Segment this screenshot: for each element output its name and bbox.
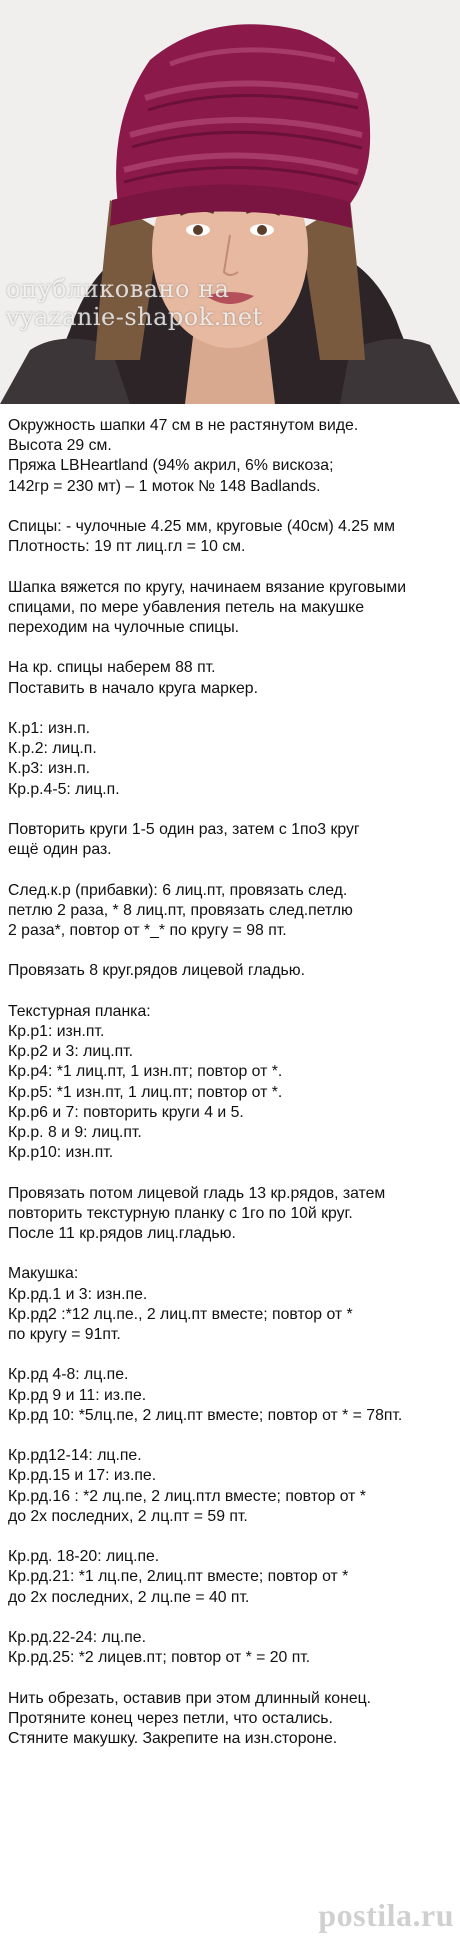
text-line: спицами, по мере убавления петель на макушке — [8, 598, 365, 616]
watermark-line-1: опубликовано на — [6, 275, 230, 303]
blank-line — [8, 497, 456, 517]
text-line: Кр.р. 8 и 9: лиц.пт. — [8, 1123, 142, 1141]
blank-line — [8, 1668, 456, 1688]
text-line: Кр.р10: изн.пт. — [8, 1144, 114, 1162]
text-line: Кр.рд.22-24: лц.пе. — [8, 1628, 146, 1646]
text-line: Провязать 8 круг.рядов лицевой гладью. — [8, 962, 306, 980]
text-line: След.к.р (прибавки): 6 лиц.пт, провязать след. — [8, 881, 348, 899]
text-line: Кр.рд12-14: лц.пе. — [8, 1447, 142, 1465]
text-line: После 11 кр.рядов лиц.гладью. — [8, 1224, 236, 1242]
text-line: Кр.рд.21: *1 лц.пе, 2лиц.пт вместе; повтор от * — [8, 1568, 349, 1586]
text-line: На кр. спицы наберем 88 пт. — [8, 659, 216, 677]
text-line: Спицы: - чулочные 4.25 мм, круговые (40см) 4.25 мм — [8, 518, 395, 535]
text-line: Кр.р.4-5: лиц.п. — [8, 780, 120, 798]
text-line: Кр.р6 и 7: повторить круги 4 и 5. — [8, 1103, 244, 1121]
text-line: Кр.рд2 :*12 лц.пе., 2 лиц.пт вместе; повтор от * — [8, 1305, 353, 1323]
watermark-line-2: vyazanie-shapok.net — [6, 303, 263, 331]
blank-line — [8, 1527, 456, 1547]
text-line: Поставить в начало круга маркер. — [8, 679, 258, 697]
blank-line — [8, 800, 456, 820]
text-line: Шапка вяжется по кругу, начинаем вязание круговыми — [8, 578, 407, 596]
blank-line — [8, 982, 456, 1002]
text-line: ещё один раз. — [8, 841, 112, 859]
text-line: Текстурная планка: — [8, 1002, 151, 1020]
text-line: Повторить круги 1-5 один раз, затем с 1по3 круг — [8, 820, 360, 838]
hat-photo — [0, 0, 460, 404]
text-line: Протяните конец через петли, что остались. — [8, 1709, 333, 1727]
text-line: 142гр = 230 мт) – 1 моток № 148 Badlands. — [8, 477, 321, 495]
text-line: Кр.рд 9 и 11: из.пе. — [8, 1386, 147, 1404]
blank-line — [8, 1345, 456, 1365]
text-line: Окружность шапки 47 см в не растянутом виде. — [8, 417, 359, 434]
text-line: петлю 2 раза, * 8 лиц.пт, провязать след.петлю — [8, 901, 353, 919]
text-line: повторить текстурную планку с 1го по 10й круг. — [8, 1204, 353, 1222]
blank-line — [8, 860, 456, 880]
text-line: Кр.рд.16 : *2 лц.пе, 2 лиц.птл вместе; повтор от * — [8, 1487, 366, 1505]
text-line: переходим на чулочные спицы. — [8, 619, 240, 636]
text-line: К.р3: изн.п. — [8, 760, 91, 778]
text-line: Стяните макушку. Закрепите на изн.стороне. — [8, 1729, 338, 1747]
text-line: Кр.рд 4-8: лц.пе. — [8, 1366, 129, 1384]
blank-line — [8, 941, 456, 961]
text-line: Кр.р1: изн.пт. — [8, 1022, 105, 1040]
text-line: Кр.рд.1 и 3: изн.пе. — [8, 1285, 148, 1303]
pattern-instructions — [8, 416, 456, 1749]
text-line: Кр.р4: *1 лиц.пт, 1 изн.пт; повтор от *. — [8, 1063, 283, 1081]
text-line: К.р.2: лиц.п. — [8, 740, 97, 758]
blank-line — [8, 1244, 456, 1264]
text-line: К.р1: изн.п. — [8, 719, 91, 737]
text-line: 2 раза*, повтор от *_* по кругу = 98 пт. — [8, 921, 287, 939]
text-line: до 2х последних, 2 лц.пе = 40 пт. — [8, 1588, 250, 1606]
text-line: по кругу = 91пт. — [8, 1325, 121, 1343]
text-line: Кр.р2 и 3: лиц.пт. — [8, 1043, 134, 1061]
text-line: Плотность: 19 пт лиц.гл = 10 см. — [8, 538, 246, 556]
blank-line — [8, 699, 456, 719]
text-line: Кр.рд.25: *2 лицев.пт; повтор от * = 20 пт. — [8, 1649, 311, 1667]
posting-watermark-logo: postila.ru — [318, 1897, 454, 1933]
text-line: Нить обрезать, оставив при этом длинный конец. — [8, 1689, 372, 1707]
text-line: Провязать потом лицевой гладь 13 кр.рядов, затем — [8, 1184, 386, 1202]
blank-line — [8, 1608, 456, 1628]
text-line: Высота 29 см. — [8, 437, 112, 455]
blank-line — [8, 1426, 456, 1446]
text-line: Кр.рд 10: *5лц.пе, 2 лиц.пт вместе; повтор от * = 78пт. — [8, 1406, 403, 1424]
text-line: Кр.рд.15 и 17: из.пе. — [8, 1467, 157, 1485]
text-line: до 2х последних, 2 лц.пт = 59 пт. — [8, 1507, 248, 1525]
text-line: Макушка: — [8, 1265, 79, 1283]
blank-line — [8, 557, 456, 577]
hat-model-illustration — [0, 0, 460, 404]
text-line: Кр.рд. 18-20: лиц.пе. — [8, 1548, 160, 1566]
text-line: Пряжа LBHeartland (94% акрил, 6% вискоза; — [8, 457, 334, 475]
blank-line — [8, 638, 456, 658]
blank-line — [8, 1163, 456, 1183]
text-line: Кр.р5: *1 изн.пт, 1 лиц.пт; повтор от *. — [8, 1083, 283, 1101]
